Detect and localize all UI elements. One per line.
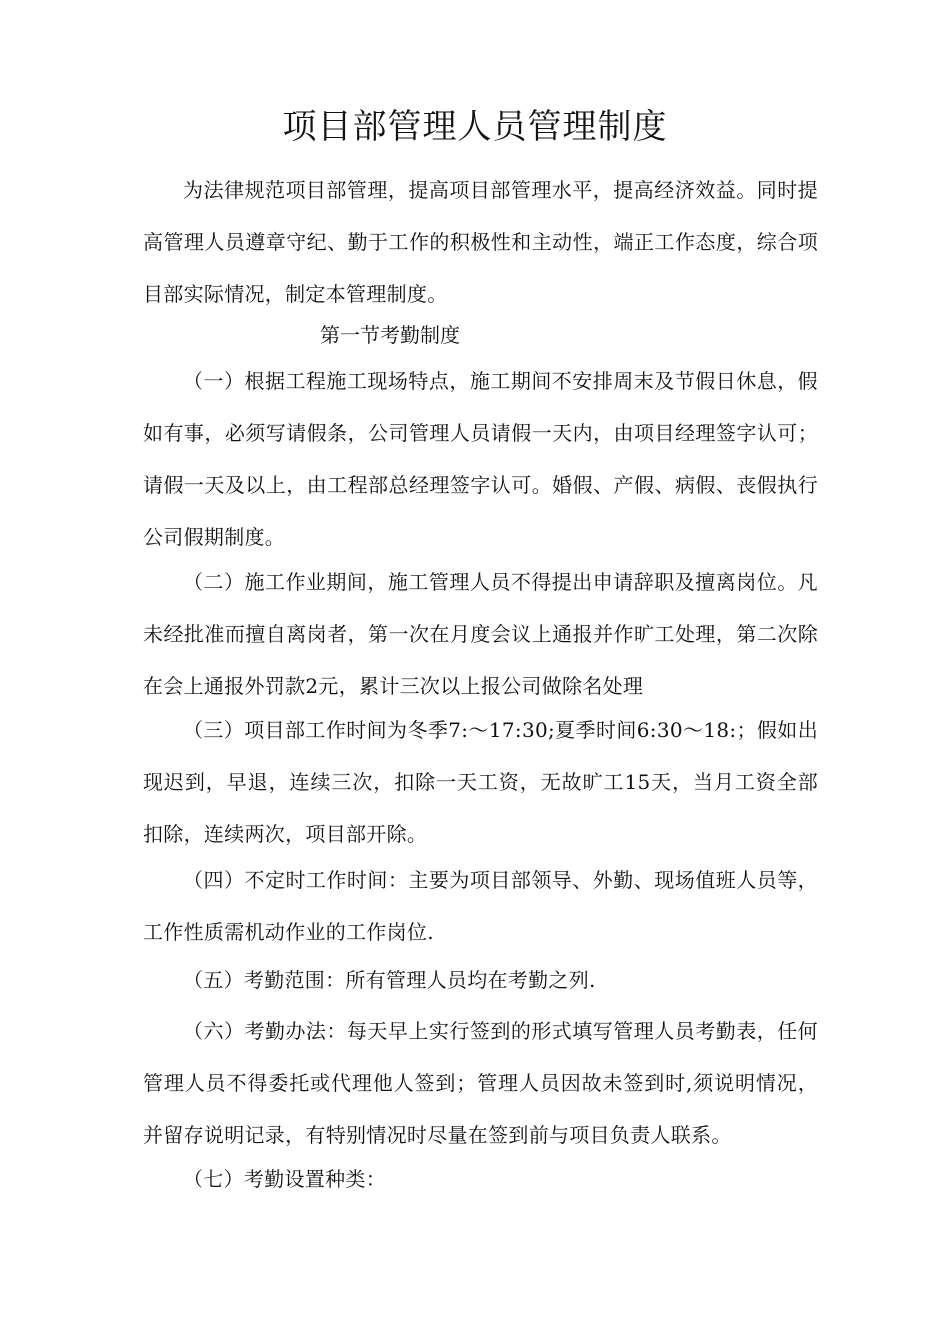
section-heading: 第一节考勤制度 (320, 323, 460, 347)
clause-paragraph-1: （一）根据工程施工现场特点，施工期间不安排周末及节假日休息，假如有事，必须写请假条，公司管理人员请假一天内，由项目经理签字认可；请假一天及以上，由工程部总经理签字认可。婚假、产假、病假、丧假执行公司假期制度。 (143, 369, 818, 549)
document-title: 项目部管理人员管理制度 (282, 107, 668, 147)
clause-paragraph-5: （五）考勤范围：所有管理人员均在考勤之列. (183, 968, 596, 992)
clause-paragraph-3: （三）项目部工作时间为冬季7:〜17:30;夏季时间6:30〜18:；假如出现迟到，早退，连续三次，扣除一天工资，无故旷工15天，当月工资全部扣除，连续两次，项目部开除。 (143, 718, 818, 846)
clause-paragraph-2: （二）施工作业期间，施工管理人员不得提出申请辞职及擅离岗位。凡未经批准而擅自离岗者，第一次在月度会议上通报并作旷工处理，第二次除在会上通报外罚款2元，累计三次以上报公司做除名处理 (143, 570, 818, 698)
clause-paragraph-4: （四）不定时工作时间：主要为项目部领导、外勤、现场值班人员等，工作性质需机动作业的工作岗位. (143, 868, 818, 944)
clause-paragraph-6: （六）考勤办法：每天早上实行签到的形式填写管理人员考勤表，任何管理人员不得委托或代理他人签到；管理人员因故未签到时,须说明情况，并留存说明记录，有特别情况时尽量在签到前与项目负责人联系。 (143, 1019, 818, 1147)
clause-paragraph-7: （七）考勤设置种类： (183, 1167, 386, 1191)
intro-paragraph: 为法律规范项目部管理，提高项目部管理水平，提高经济效益。同时提高管理人员遵章守纪、勤于工作的积极性和主动性，端正工作态度，综合项目部实际情况，制定本管理制度。 (143, 178, 818, 306)
